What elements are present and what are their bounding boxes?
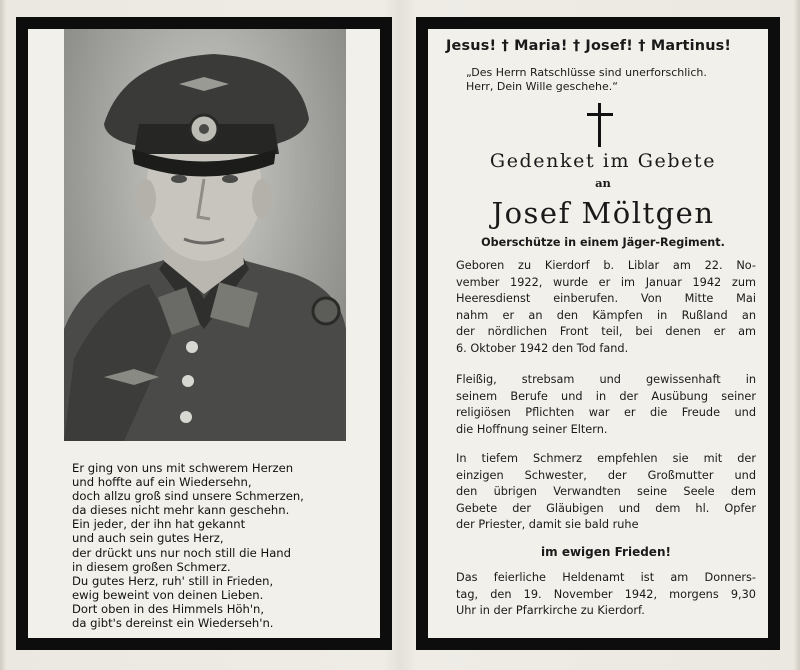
grief-line: den übrigen Verwandten seine Seele dem — [456, 485, 756, 498]
character-line: seinem Berufe und in der Ausübung seiner — [456, 389, 756, 403]
bio-line: der nördlichen Front teil, bei denen er am — [456, 325, 756, 338]
military-rank: Oberschütze in einem Jäger-Regiment. — [481, 236, 725, 249]
quote-line: „Des Herrn Ratschlüsse sind unerforschlich. — [466, 66, 707, 79]
poem-line: Du gutes Herz, ruh' still in Frieden, — [72, 573, 274, 588]
poem-line: doch allzu groß sind unsere Schmerzen, — [72, 489, 304, 504]
quote-line: Herr, Dein Wille geschehe.“ — [466, 79, 618, 93]
poem-line: ewig beweint von deinen Lieben. — [72, 587, 264, 602]
scan-edge-right — [794, 0, 800, 670]
poem-line: da dieses nicht mehr kann geschehn. — [72, 503, 290, 518]
heading-connector: an — [595, 176, 611, 190]
character-line: Fleißig, strebsam und gewissenhaft in — [456, 373, 756, 386]
scripture-quote — [466, 66, 766, 93]
portrait-photo — [64, 29, 346, 441]
poem-line: und hoffte auf ein Wiedersehn, — [72, 475, 252, 490]
poem-line: da gibt's dereinst ein Wiederseh'n. — [72, 616, 274, 631]
scan-edge-left — [0, 0, 6, 670]
grief-line: einzigen Schwester, der Großmutter und — [456, 468, 756, 482]
invocation-heading: Jesus! † Maria! † Josef! † Martinus! — [446, 38, 732, 54]
poem-line: Ein jeder, der ihn hat gekannt — [72, 517, 246, 532]
deceased-name: Josef Möltgen — [491, 196, 715, 230]
bio-line: 6. Oktober 1942 den Tod fand. — [456, 341, 629, 355]
character-line: religiösen Pflichten war er die Freude und — [456, 406, 756, 419]
bio-line: Geboren zu Kierdorf b. Liblar am 22. No- — [456, 259, 756, 272]
grief-line: In tiefem Schmerz empfehlen sie mit der — [456, 452, 756, 465]
bio-line: nahm er an den Kämpfen in Rußland an — [456, 308, 756, 322]
remembrance-heading: Gedenket im Gebete — [489, 150, 717, 172]
poem-line: der drückt uns nur noch still die Hand — [72, 545, 292, 560]
grief-line: der Priester, damit sie bald ruhe — [456, 518, 639, 531]
grief-line: Gebete der Gläubigen und dem hl. Opfer — [456, 501, 756, 515]
poem-line: Dort oben in des Himmels Höh'n, — [72, 601, 265, 616]
funeral-mass-paragraph — [456, 570, 756, 620]
poem-line: und auch sein gutes Herz, — [72, 531, 224, 546]
character-paragraph — [456, 372, 756, 438]
bio-line: vember 1922, wurde er im Januar 1942 zum — [456, 275, 756, 289]
poem-line: in diesem großen Schmerz. — [72, 559, 231, 574]
mass-line: Das feierliche Heldenamt ist am Donners- — [456, 571, 756, 584]
memorial-poem — [72, 461, 362, 630]
bio-line: Heeresdienst einberufen. Von Mitte Mai — [456, 292, 756, 305]
poem-line: Er ging von uns mit schwerem Herzen — [72, 461, 294, 475]
biography-paragraph — [456, 258, 756, 357]
character-line: die Hoffnung seiner Eltern. — [456, 422, 608, 436]
soldier-portrait-image — [64, 29, 346, 441]
grief-paragraph — [456, 451, 756, 534]
eternal-peace-line: im ewigen Frieden! — [541, 545, 671, 559]
mass-line: tag, den 19. November 1942, morgens 9,30 — [456, 587, 756, 601]
mass-line: Uhr in der Pfarrkirche zu Kierdorf. — [456, 604, 645, 617]
cross-icon — [585, 103, 615, 147]
